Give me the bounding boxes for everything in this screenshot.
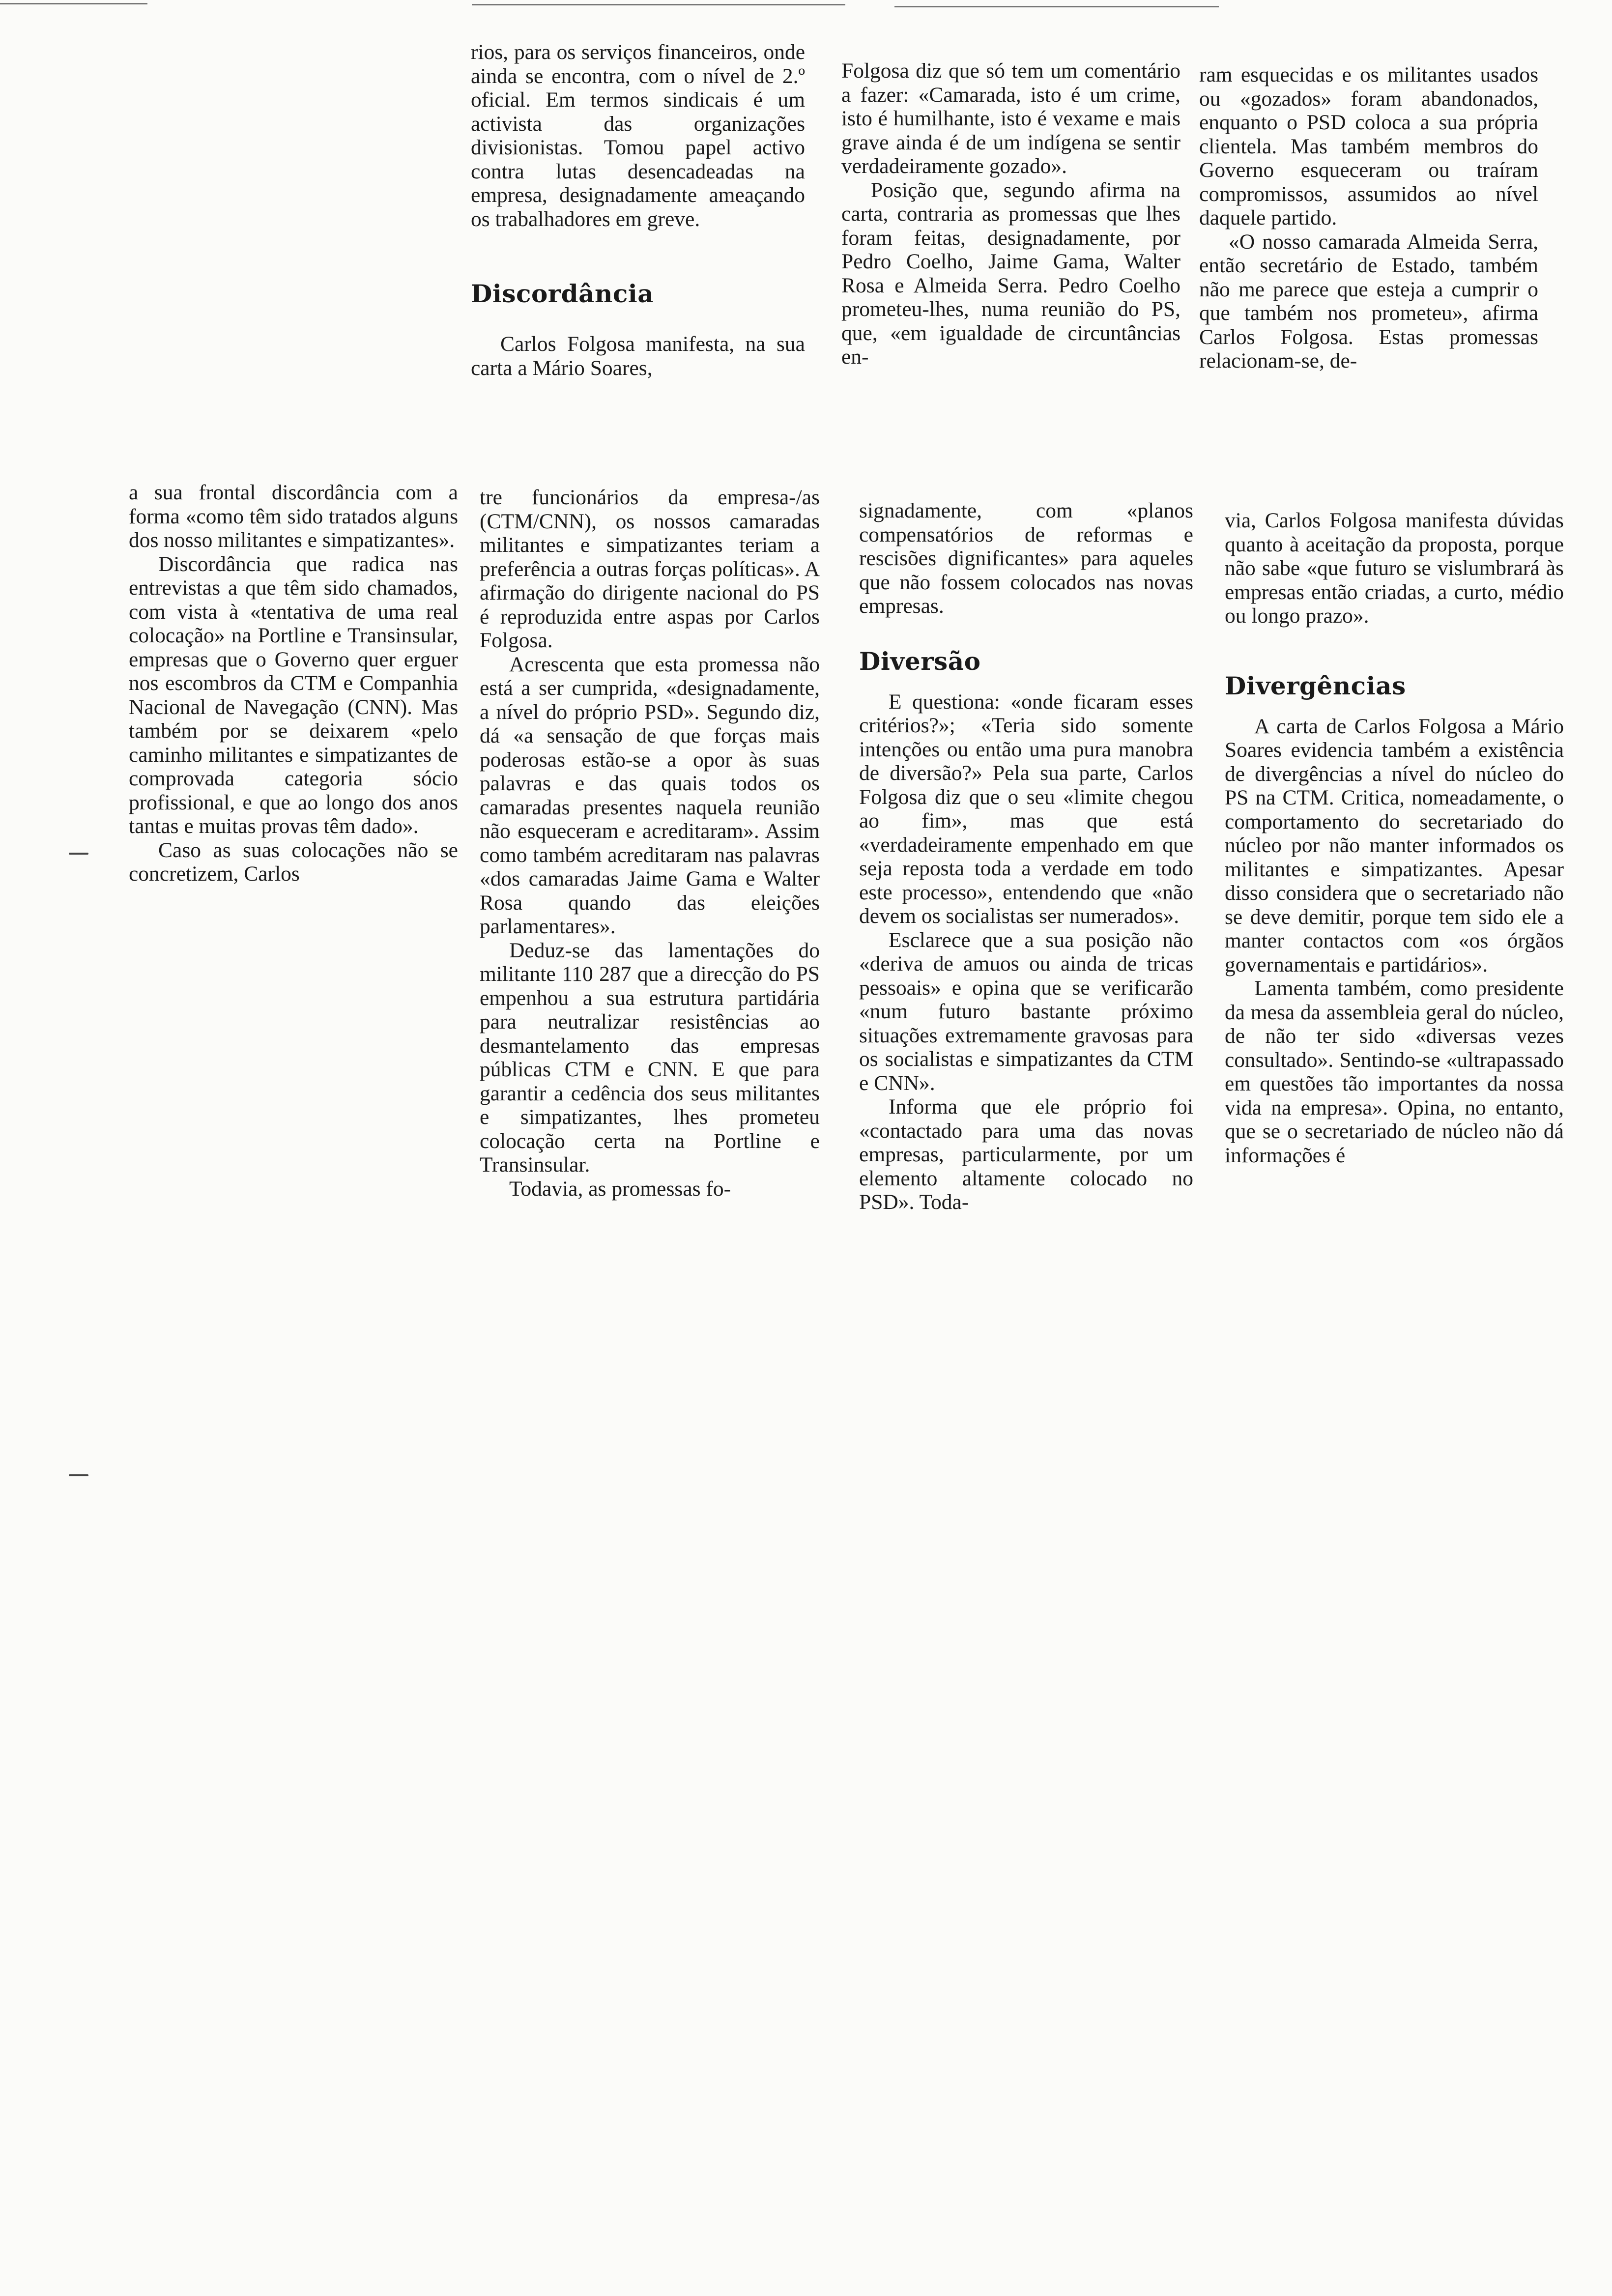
paragraph: a sua frontal discordância com a forma «como têm sido tratados alguns dos nosso militantes e simpatizantes». xyxy=(129,481,458,552)
scan-mark xyxy=(69,1474,88,1476)
paragraph: rios, para os serviços financeiros, onde ainda se encontra, com o nível de 2.º oficial. Em termos sindicais é um activista das organizações divisionistas. Tomou papel activo contra lutas desencadeadas na empresa, designadamente ameaçando os trabalhadores em greve. xyxy=(471,40,805,231)
paragraph: Carlos Folgosa manifesta, na sua carta a Mário Soares, xyxy=(471,332,805,380)
column-2-upper xyxy=(471,40,805,380)
paragraph: Esclarece que a sua posição não «deriva de amuos ou ainda de tricas pessoais» e opina que se verificarão «num futuro bastante próximo situações extremamente gravosas para os socialistas e simpatizantes da CTM e CNN». xyxy=(859,928,1193,1095)
paragraph: ram esquecidas e os militantes usados ou «gozados» foram abandonados, enquanto o PSD coloca a sua própria clientela. Mas também membros do Governo esqueceram ou traíram compromissos, assumidos ao nível daquele partido. xyxy=(1199,63,1538,230)
paragraph: Posição que, segundo afirma na carta, contraria as promessas que lhes foram feitas, designadamente, por Pedro Coelho, Jaime Gama, Walter Rosa e Almeida Serra. Pedro Coelho prometeu-lhes, numa reunião do PS, que, «em igualdade de circuntâncias en- xyxy=(841,178,1180,369)
section-heading-divergencias: Divergências xyxy=(1225,671,1406,700)
paragraph: signadamente, com «planos compensatórios de reformas e rescisões dignificantes» para aqueles que não fossem colocados nas novas empresas. xyxy=(859,499,1193,618)
paragraph: Deduz-se das lamentações do militante 110 287 que a direcção do PS empenhou a sua estrutura partidária para neutralizar resistências ao desmantelamento das empresas públicas CTM e CNN. E que para garantir a cedência dos seus militantes e simpatizantes, lhes prometeu colocação certa na Portline e Transinsular. xyxy=(480,938,820,1177)
section-heading-discordancia: Discordância xyxy=(471,279,654,308)
paragraph: E questiona: «onde ficaram esses critérios?»; «Teria sido somente intenções ou então uma pura manobra de diversão?» Pela sua parte, Carlos Folgosa diz que o seu «limite chegou ao fim», mas que está «verdadeiramente empenhado em que seja reposta toda a verdade em todo este processo», entendendo que «não devem os socialistas ser numerados». xyxy=(859,689,1193,928)
column-2-lower xyxy=(480,486,820,1201)
top-rule-center xyxy=(472,4,845,5)
paragraph: Todavia, as promessas fo- xyxy=(509,1177,731,1201)
paragraph: A carta de Carlos Folgosa a Mário Soares evidencia também a existência de divergências a nível do núcleo do PS na CTM. Critica, nomeadamente, o comportamento do secretariado do núcleo por não manter informados os militantes e simpatizantes. Apesar disso considera que o secretariado não se deve demitir, porque tem sido ele a manter contactos com «os órgãos governamentais e partidários». xyxy=(1225,714,1564,976)
column-4-upper xyxy=(1199,63,1538,373)
column-4-lower xyxy=(1225,509,1564,1167)
scan-mark xyxy=(69,853,88,855)
paragraph: via, Carlos Folgosa manifesta dúvidas quanto à aceitação da proposta, porque não sabe «que futuro se vislumbrará às empresas então criadas, a curto, médio ou longo prazo». xyxy=(1225,509,1564,628)
top-rule-left xyxy=(0,3,147,4)
paragraph: Informa que ele próprio foi «contactado para uma das novas empresas, particularmente, por um elemento altamente colocado no PSD». Toda- xyxy=(859,1095,1193,1214)
column-3-upper xyxy=(841,59,1180,369)
section-heading-diversao: Diversão xyxy=(859,646,981,676)
paragraph: Caso as suas colocações não se concretizem, Carlos xyxy=(129,838,458,886)
paragraph: Acrescenta que esta promessa não está a ser cumprida, «designadamente, a nível do próprio PSD». Segundo diz, dá «a sensação de que forças mais poderosas estão-se a opor às suas palavras e das quais todos os camaradas presentes naquela reunião não esqueceram e acreditaram». Assim como também acreditaram nas palavras «dos camaradas Jaime Gama e Walter Rosa quando das eleições parlamentares». xyxy=(480,652,820,938)
column-3-lower xyxy=(859,499,1193,1214)
top-rule-right xyxy=(894,6,1219,7)
paragraph: «O nosso camarada Almeida Serra, então secretário de Estado, também não me parece que esteja a cumprir o que também nos prometeu», afirma Carlos Folgosa. Estas promessas relacionam-se, de- xyxy=(1199,230,1538,373)
paragraph: Lamenta também, como presidente da mesa da assembleia geral do núcleo, de não ter sido «diversas vezes consultado». Sentindo-se «ultrapassado em questões tão importantes da nossa vida na empresa». Opina, no entanto, que se o secretariado de núcleo não dá informações é xyxy=(1225,976,1564,1167)
column-1 xyxy=(129,481,458,886)
paragraph: Folgosa diz que só tem um comentário a fazer: «Camarada, isto é um crime, isto é humilhante, isto é vexame e mais grave ainda é de um indígena se sentir verdadeiramente gozado». xyxy=(841,59,1180,178)
paragraph: Discordância que radica nas entrevistas a que têm sido chamados, com vista à «tentativa de uma real colocação» na Portline e Transinsular, empresas que o Governo quer erguer nos escombros da CTM e Companhia Nacional de Navegação (CNN). Mas também por se deixarem «pelo caminho militantes e simpatizantes de comprovada categoria sócio profissional, e que ao longo dos anos tantas e muitas provas têm dado». xyxy=(129,552,458,838)
paragraph: tre funcionários da empresa-/as (CTM/CNN), os nossos camaradas militantes e simpatizantes teriam a preferência a outras forças políticas». A afirmação do dirigente nacional do PS é reproduzida entre aspas por Carlos Folgosa. xyxy=(480,486,820,652)
